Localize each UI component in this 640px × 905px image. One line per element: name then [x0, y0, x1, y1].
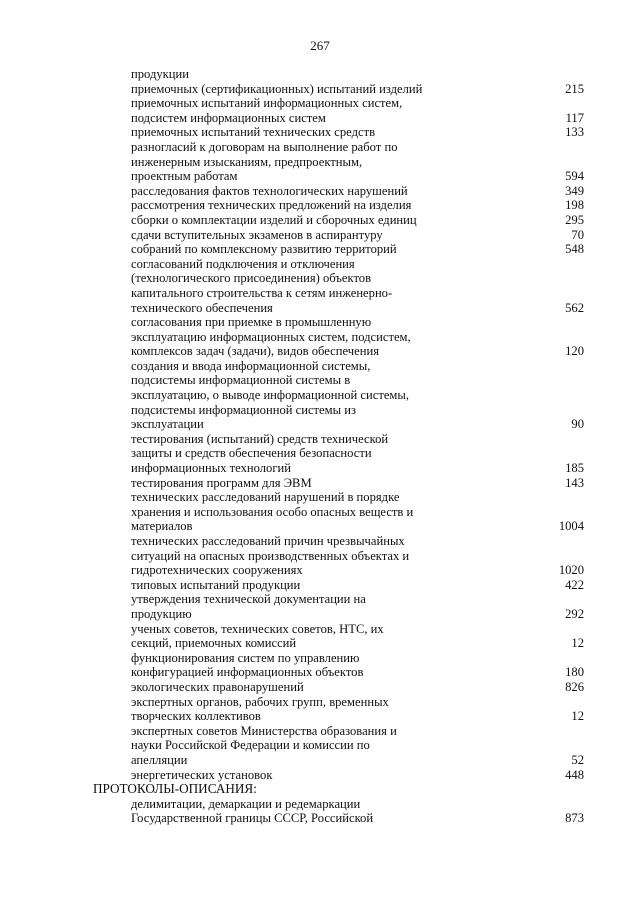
entry-text-line: секций, приемочных комиссий: [131, 636, 297, 651]
entry-value: 448: [565, 767, 584, 782]
entry-row: [0, 125, 584, 140]
entry-value: 1020: [558, 563, 584, 578]
entry-text-line: науки Российской Федерации и комиссии по: [131, 738, 370, 753]
entry-value: 349: [565, 183, 584, 198]
entry-text-line: типовых испытаний продукции: [131, 577, 301, 592]
entry-text-line: функционирования систем по управлению: [131, 650, 360, 665]
entry-value: 215: [565, 81, 584, 96]
entry-value: 1004: [558, 519, 584, 534]
entry-text-line: ученых советов, технических советов, НТС, их: [131, 621, 384, 636]
entry-text-line: эксплуатацию информационных систем, подсистем,: [131, 329, 411, 344]
entry-text-line: информационных технологий: [131, 461, 291, 476]
entry-value: 120: [565, 344, 584, 359]
entry-text-line: экспертных советов Министерства образования и: [131, 723, 397, 738]
entry-row: [0, 198, 584, 213]
entry-row: [0, 796, 584, 826]
entry-text-line: апелляции: [131, 752, 188, 767]
entry-text-line: экологических правонарушений: [131, 679, 304, 694]
entry-row: [0, 621, 584, 651]
entry-text-line: энергетических установок: [131, 767, 273, 782]
entry-text-line: делимитации, демаркации и редемаркации: [131, 796, 361, 811]
entry-text-line: расследования фактов технологических нарушений: [131, 183, 408, 198]
entry-text-line: (технологического присоединения) объектов: [131, 271, 372, 286]
entry-value: 117: [565, 110, 584, 125]
entry-text-line: материалов: [131, 519, 193, 534]
entry-text-line: конфигурацией информационных объектов: [131, 665, 364, 680]
protocol-entry-list: [0, 67, 640, 826]
entry-value: 548: [565, 242, 584, 257]
entry-text-line: капитального строительства к сетям инженерно-: [131, 285, 393, 300]
entry-text-line: хранения и использования особо опасных веществ и: [131, 504, 414, 519]
entry-value: 198: [565, 198, 584, 213]
entry-text-line: творческих коллективов: [131, 709, 261, 724]
entry-text-line: технических расследований причин чрезвычайных: [131, 534, 405, 548]
section-entries: [0, 797, 640, 826]
entry-row: [0, 592, 584, 621]
entry-row: [0, 227, 584, 243]
entry-row: [0, 183, 584, 199]
entry-text-line: эксплуатации: [131, 417, 204, 432]
entry-text-line: экспертных органов, рабочих групп, временных: [131, 694, 389, 709]
entry-text-line: сдачи вступительных экзаменов в аспирантуру: [131, 227, 383, 242]
entry-text-line: инженерным изысканиям, предпроектным,: [131, 154, 363, 169]
entry-text-line: защиты и средств обеспечения безопасности: [131, 446, 372, 461]
page-number: 267: [310, 38, 330, 53]
section-heading: ПРОТОКОЛЫ-ОПИСАНИЯ:: [93, 781, 257, 797]
entry-row: [0, 315, 584, 359]
entry-text-line: приемочных испытаний информационных систем,: [131, 96, 403, 111]
entry-value: 12: [571, 709, 584, 724]
entry-value: 562: [565, 300, 584, 315]
entry-text-line: сборки о комплектации изделий и сборочных единиц: [131, 212, 417, 227]
entry-text-line: продукцию: [131, 606, 192, 621]
entry-text-line: гидротехнических сооружениях: [131, 563, 303, 578]
entry-row: [0, 67, 584, 96]
entry-value: 185: [565, 461, 584, 476]
entry-value: 90: [571, 417, 584, 432]
entry-value: 180: [565, 665, 584, 680]
entry-text-line: согласования при приемке в промышленную: [131, 315, 372, 330]
entry-text-line: рассмотрения технических предложений на изделия: [131, 198, 412, 213]
entry-row: [0, 767, 584, 783]
entry-value: 594: [565, 169, 584, 184]
entry-text-line: проектным работам: [131, 169, 238, 184]
entry-text-line: эксплуатацию, о выводе информационной системы,: [131, 388, 409, 403]
entry-value: 133: [565, 125, 584, 140]
entry-text-line: подсистем информационных систем: [131, 110, 326, 125]
entry-text-line: комплексов задач (задачи), видов обеспечения: [131, 344, 379, 359]
entry-text-line: собраний по комплексному развитию территорий: [131, 242, 397, 257]
entry-value: 70: [571, 227, 584, 242]
entry-text-line: Государственной границы СССР, Российской: [131, 811, 374, 826]
entry-row: [0, 96, 584, 125]
entry-value: 826: [565, 679, 584, 694]
entry-text-line: ситуаций на опасных производственных объектах и: [131, 548, 410, 563]
entry-row: [0, 212, 584, 228]
entry-row: [0, 139, 584, 184]
entry-row: [0, 358, 584, 432]
entry-row: [0, 577, 584, 593]
entry-row: [0, 534, 584, 578]
entry-row: [0, 723, 584, 768]
entry-value: 295: [565, 212, 584, 227]
entry-value: 52: [571, 752, 584, 767]
entry-row: [0, 679, 584, 695]
entry-row: [0, 490, 584, 534]
entry-text-line: приемочных (сертификационных) испытаний изделий: [131, 81, 423, 96]
entry-text-line: согласований подключения и отключения: [131, 256, 355, 271]
entry-value: 873: [565, 811, 584, 826]
entry-row: [0, 694, 584, 724]
entry-row: [0, 475, 584, 491]
entry-value: 143: [565, 475, 584, 490]
entry-value: 422: [565, 577, 584, 592]
protocol-entries: [0, 67, 640, 782]
entry-text-line: технических расследований нарушений в порядке: [131, 490, 400, 505]
entry-value: 292: [565, 606, 584, 621]
entry-text-line: подсистемы информационной системы в: [131, 373, 351, 388]
entry-row: [0, 431, 584, 476]
entry-text-line: утверждения технической документации на: [131, 592, 366, 607]
entry-text-line: тестирования (испытаний) средств технической: [131, 431, 389, 446]
entry-text-line: приемочных испытаний технических средств: [131, 125, 376, 140]
entry-row: [0, 256, 584, 315]
entry-text-line: тестирования программ для ЭВМ: [131, 475, 312, 490]
entry-text-line: разногласий к договорам на выполнение работ по: [131, 139, 398, 154]
entry-row: [0, 242, 584, 257]
entry-text-line: технического обеспечения: [131, 300, 273, 315]
entry-text-line: подсистемы информационной системы из: [131, 402, 356, 417]
entry-text-line: продукции: [131, 67, 190, 81]
entry-value: 12: [571, 636, 584, 651]
entry-row: [0, 650, 584, 680]
entry-text-line: создания и ввода информационной системы,: [131, 358, 371, 373]
